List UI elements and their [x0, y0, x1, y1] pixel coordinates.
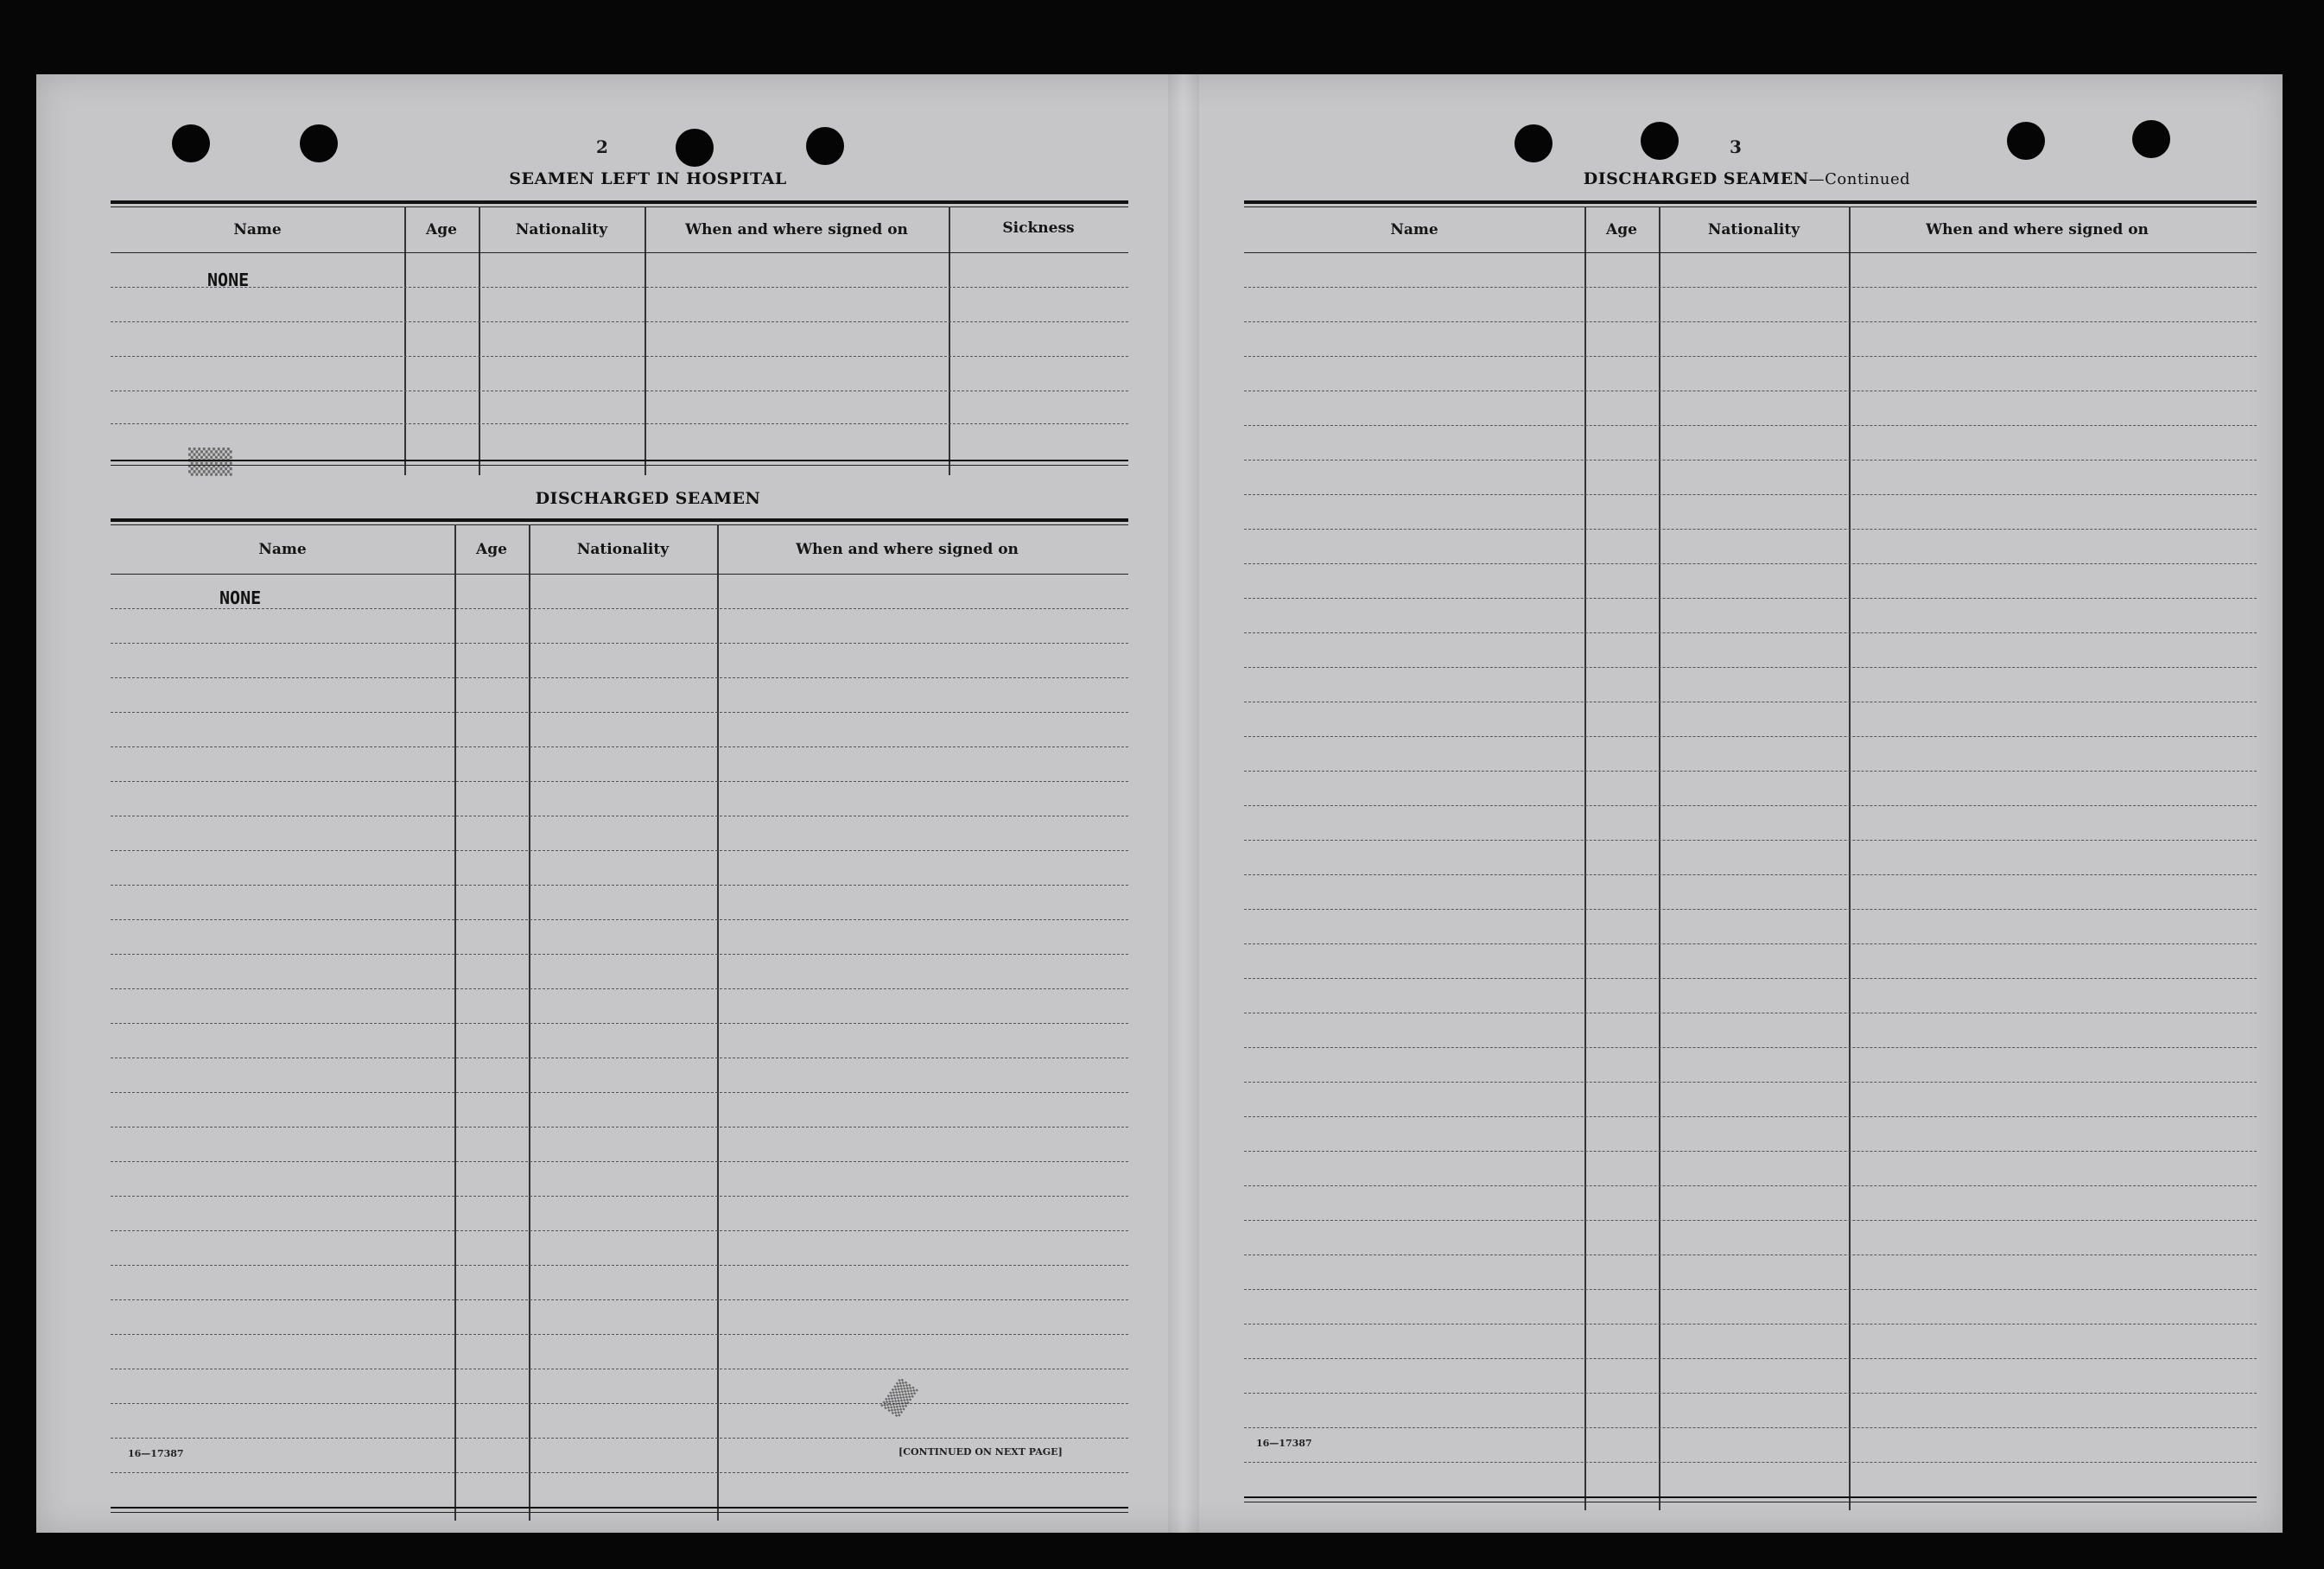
column-header: When and where signed on — [1926, 221, 2149, 238]
form-number: 16—17387 — [128, 1448, 184, 1459]
column-header: Nationality — [515, 221, 608, 238]
discharged-entry-none: NONE — [219, 588, 262, 608]
column-header: Nationality — [576, 541, 670, 558]
column-header: When and where signed on — [796, 541, 1019, 558]
punch-hole — [806, 127, 844, 165]
punch-hole — [2007, 122, 2045, 160]
discharged-continued-table — [1244, 200, 2257, 1510]
punch-hole — [676, 129, 714, 167]
form-number: 16—17387 — [1256, 1438, 1312, 1449]
page-number: 2 — [596, 137, 608, 157]
title-suffix: —Continued — [1808, 170, 1911, 188]
hospital-table — [111, 200, 1128, 475]
column-header: Name — [258, 541, 307, 558]
section-title-hospital: SEAMEN LEFT IN HOSPITAL — [509, 169, 787, 188]
punch-hole — [1641, 122, 1679, 160]
page-fold — [1168, 74, 1199, 1533]
column-header: Age — [426, 221, 457, 238]
page-number: 3 — [1730, 137, 1742, 157]
punch-hole — [2132, 120, 2170, 158]
column-header: Age — [1606, 221, 1637, 238]
column-header: Name — [1390, 221, 1438, 238]
column-header: Age — [476, 541, 507, 558]
punch-hole — [172, 124, 210, 162]
punch-hole — [300, 124, 338, 162]
column-header: Name — [233, 221, 282, 238]
column-header: Sickness — [1002, 219, 1075, 237]
punch-hole — [1514, 124, 1553, 162]
title-text: DISCHARGED SEAMEN — [1583, 169, 1809, 188]
section-title-discharged-continued — [1505, 169, 1989, 188]
discharged-table — [111, 518, 1128, 1521]
column-header: When and where signed on — [685, 221, 908, 238]
hospital-entry-none: NONE — [207, 270, 250, 290]
section-title-discharged: DISCHARGED SEAMEN — [535, 489, 761, 508]
continued-note: [CONTINUED ON NEXT PAGE] — [898, 1446, 1063, 1458]
column-header: Nationality — [1707, 221, 1800, 238]
ink-stamp: ▒▒▒ — [881, 1378, 919, 1419]
form-sheet — [36, 74, 2283, 1533]
ink-mark: ▒▒▒ — [188, 448, 232, 476]
